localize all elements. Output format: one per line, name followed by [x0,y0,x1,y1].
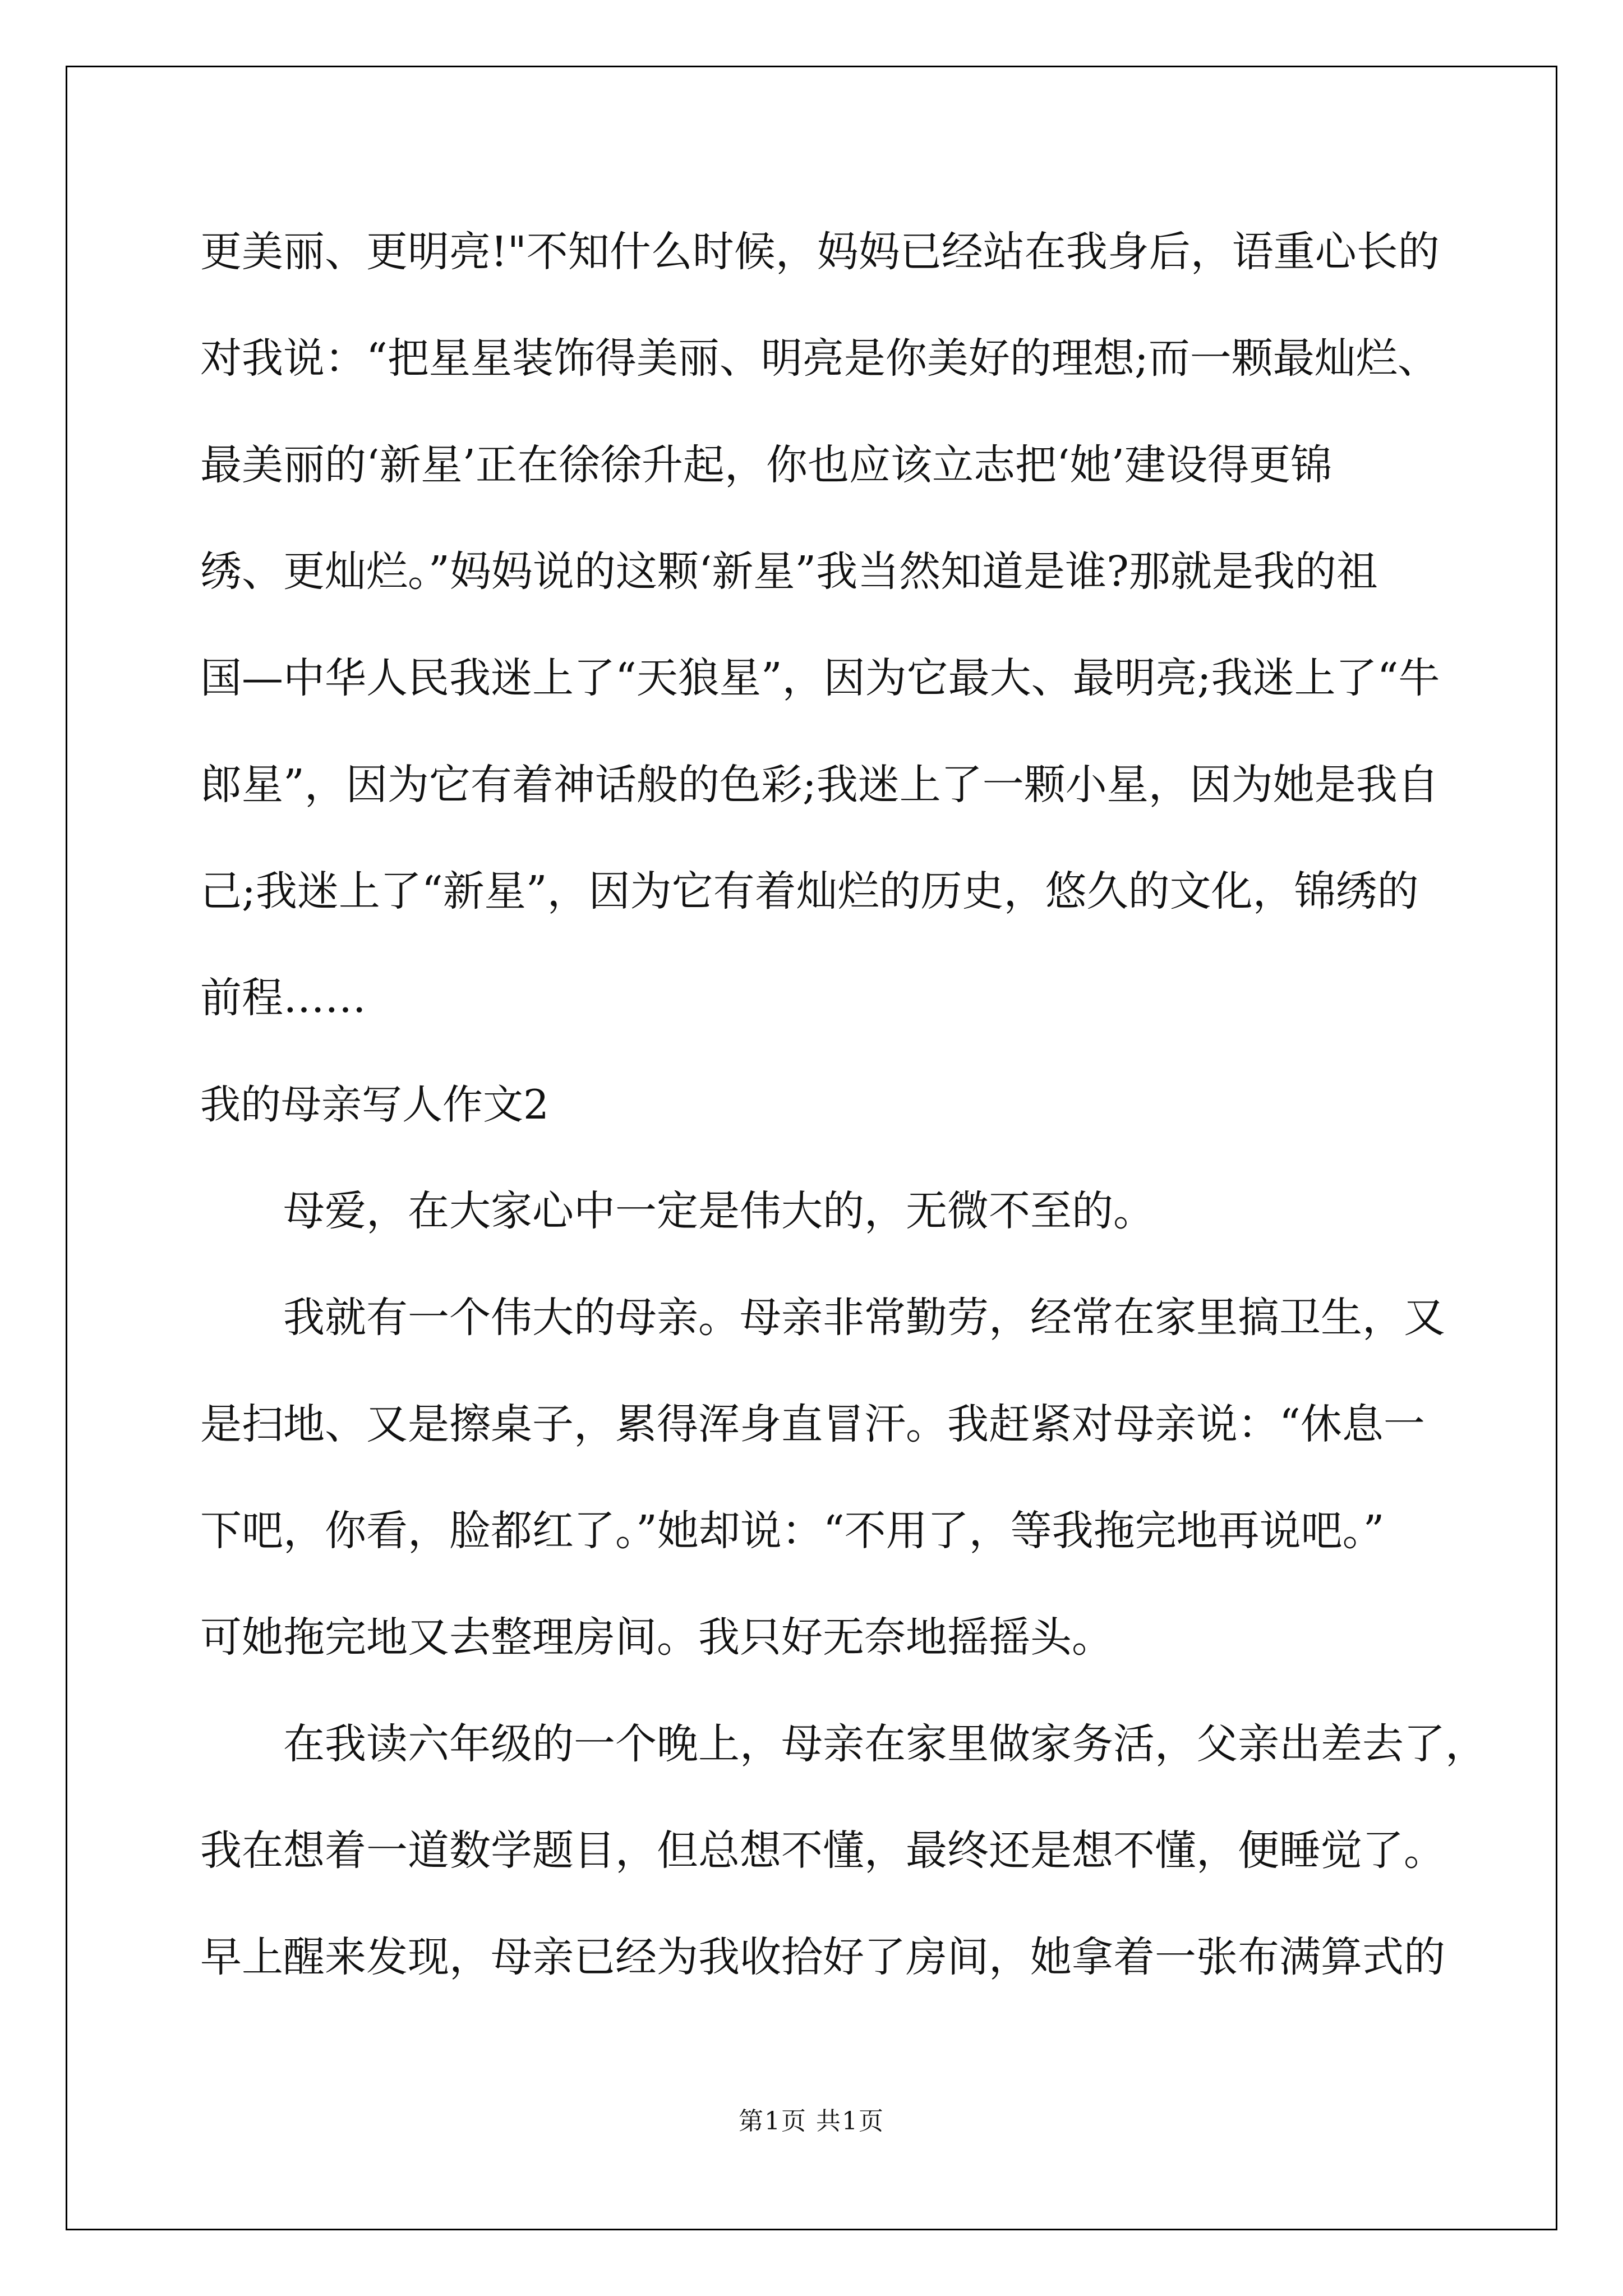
paragraph-line: 可她拖完地又去整理房间。我只好无奈地摇摇头。 [200,1613,1113,1662]
text-line: 对我说：“把星星装饰得美丽、明亮是你美好的理想;而一颗最灿烂、 [200,334,1439,383]
text-line: 己;我迷上了“新星”，因为它有着灿烂的历史，悠久的文化，锦绣的 [200,867,1419,915]
paragraph-line: 母爱，在大家心中一定是伟大的，无微不至的。 [283,1187,1155,1235]
paragraph-line: 在我读六年级的一个晚上，母亲在家里做家务活，父亲出差去了， [283,1720,1487,1768]
paragraph-line: 我就有一个伟大的母亲。母亲非常勤劳，经常在家里搞卫生，又 [283,1294,1445,1342]
essay-heading: 我的母亲写人作文2 [200,1081,549,1128]
document-body [200,216,1487,2028]
text-line: 郎星”，因为它有着神话般的色彩;我迷上了一颗小星，因为她是我自 [200,761,1439,809]
text-line: 前程…… [200,974,366,1022]
paragraph-line: 下吧，你看，脸都红了。”她却说：“不用了，等我拖完地再说吧。” [200,1507,1385,1555]
paragraph-line: 是扫地、又是擦桌子，累得浑身直冒汗。我赶紧对母亲说：“休息一 [200,1400,1425,1448]
page-footer: 第1页 共1页 [739,2107,884,2136]
text-line: 更美丽、更明亮!"不知什么时候，妈妈已经站在我身后，语重心长的 [200,228,1440,276]
text-line: 绣、更灿烂。”妈妈说的这颗‘新星”我当然知道是谁?那就是我的祖 [200,547,1378,596]
text-line: 国—中华人民我迷上了“天狼星”，因为它最大、最明亮;我迷上了“牛 [200,654,1440,702]
text-line: 最美丽的‘新星’正在徐徐升起，你也应该立志把‘她’建设得更锦 [200,441,1332,489]
paragraph-line: 我在想着一道数学题目，但总想不懂，最终还是想不懂，便睡觉了。 [200,1826,1445,1875]
paragraph-line: 早上醒来发现，母亲已经为我收拾好了房间，她拿着一张布满算式的 [200,1933,1445,1981]
